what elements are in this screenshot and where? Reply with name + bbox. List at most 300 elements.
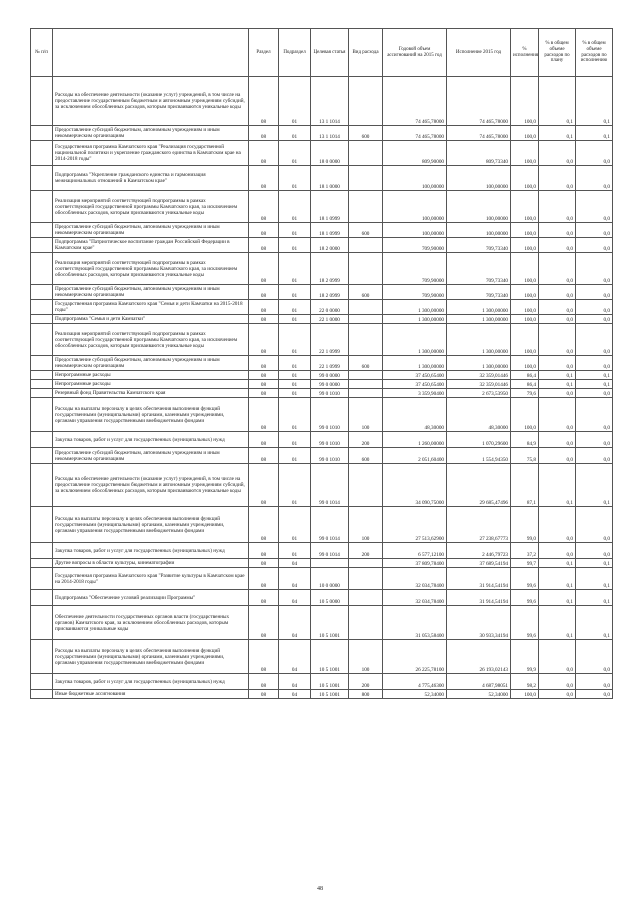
- cell-sec: 08: [249, 398, 279, 432]
- cell-exec: 37 689,54194: [447, 559, 511, 568]
- cell-no: [31, 606, 53, 640]
- cell-sp: 0,0: [539, 674, 576, 690]
- cell-sp: 0,0: [539, 191, 576, 223]
- cell-exec: 709,73340: [447, 238, 511, 253]
- cell-sp: 0,0: [539, 253, 576, 285]
- cell-sec: 08: [249, 432, 279, 448]
- cell-pct: 100,0: [511, 223, 539, 238]
- cell-pct: 99,0: [511, 507, 539, 543]
- cell-plan: 32 034,78400: [383, 568, 447, 590]
- cell-target: 18 0 0000: [311, 141, 349, 166]
- cell-sp: 0,0: [539, 507, 576, 543]
- cell-target: 18 2 0000: [311, 238, 349, 253]
- header-no: № п/п: [31, 29, 53, 77]
- cell-kind: 200: [349, 432, 383, 448]
- cell-plan: 3 359,90400: [383, 389, 447, 398]
- cell-kind: 600: [349, 356, 383, 371]
- budget-table: [30, 28, 613, 699]
- table-row: [31, 77, 613, 126]
- cell-sp: 0,1: [539, 371, 576, 380]
- cell-target: 18 1 0000: [311, 166, 349, 191]
- cell-sub: 01: [279, 324, 311, 356]
- cell-plan: 31 053,58400: [383, 606, 447, 640]
- cell-no: [31, 568, 53, 590]
- cell-sub: 04: [279, 640, 311, 674]
- cell-sp: 0,1: [539, 590, 576, 606]
- cell-name: Закупка товаров, работ и услуг для государственных (муниципальных) нужд: [53, 674, 249, 690]
- cell-sec: 08: [249, 141, 279, 166]
- table-row: [31, 238, 613, 253]
- cell-se: 0,1: [576, 126, 613, 141]
- cell-plan: 100,00000: [383, 191, 447, 223]
- cell-pct: 87,1: [511, 464, 539, 507]
- cell-sp: 0,0: [539, 389, 576, 398]
- cell-exec: 1 300,00000: [447, 324, 511, 356]
- cell-target: 22 1 0999: [311, 324, 349, 356]
- cell-pct: 37,2: [511, 543, 539, 559]
- cell-target: 10 5 1001: [311, 674, 349, 690]
- cell-sec: 08: [249, 285, 279, 300]
- cell-name: Подпрограмма "Патриотическое воспитание граждан Российской Федерации в Камчатском крае": [53, 238, 249, 253]
- cell-name: Расходы на обеспечение деятельности (оказание услуг) учреждений, в том числе на предоставление государственным бюджетным и автономным учреждениям субсидий, за исключением обособленных расходов, которым присваиваются уникальные коды: [53, 77, 249, 126]
- cell-sp: 0,0: [539, 141, 576, 166]
- cell-sp: 0,0: [539, 300, 576, 315]
- cell-target: 10 5 0000: [311, 590, 349, 606]
- cell-no: [31, 285, 53, 300]
- cell-sub: 01: [279, 253, 311, 285]
- cell-sp: 0,0: [539, 543, 576, 559]
- cell-sub: 01: [279, 464, 311, 507]
- cell-sp: 0,1: [539, 568, 576, 590]
- cell-kind: 600: [349, 285, 383, 300]
- cell-sub: 04: [279, 559, 311, 568]
- cell-target: 22 1 0000: [311, 315, 349, 324]
- cell-exec: 29 685,47496: [447, 464, 511, 507]
- cell-sec: 08: [249, 191, 279, 223]
- cell-sub: 01: [279, 223, 311, 238]
- cell-se: 0,0: [576, 432, 613, 448]
- cell-se: 0,0: [576, 223, 613, 238]
- cell-plan: 809,90000: [383, 141, 447, 166]
- cell-kind: [349, 568, 383, 590]
- cell-exec: 100,00000: [447, 166, 511, 191]
- cell-name: Подпрограмма "Семья и дети Камчатки": [53, 315, 249, 324]
- cell-se: 0,0: [576, 690, 613, 699]
- cell-no: [31, 141, 53, 166]
- cell-exec: 74 465,78000: [447, 77, 511, 126]
- cell-sec: 08: [249, 253, 279, 285]
- cell-name: Подпрограмма "Укрепление гражданского единства и гармонизация межнациональных отношений в Камчатском крае": [53, 166, 249, 191]
- cell-kind: [349, 606, 383, 640]
- cell-target: 18 1 0999: [311, 223, 349, 238]
- cell-no: [31, 432, 53, 448]
- cell-plan: 37 450,65400: [383, 380, 447, 389]
- cell-se: 0,1: [576, 371, 613, 380]
- cell-plan: 709,90000: [383, 238, 447, 253]
- cell-target: 18 1 0999: [311, 191, 349, 223]
- cell-kind: 800: [349, 690, 383, 699]
- cell-plan: 709,90000: [383, 285, 447, 300]
- cell-sub: 01: [279, 77, 311, 126]
- cell-sp: 0,0: [539, 238, 576, 253]
- cell-sec: 08: [249, 356, 279, 371]
- cell-kind: [349, 300, 383, 315]
- cell-sp: 0,0: [539, 315, 576, 324]
- cell-se: 0,0: [576, 315, 613, 324]
- cell-sp: 0,0: [539, 448, 576, 464]
- cell-plan: 1 300,00000: [383, 324, 447, 356]
- cell-se: 0,0: [576, 448, 613, 464]
- cell-name: Предоставление субсидий бюджетным, автономным учреждениям и иным некоммерческим организациям: [53, 448, 249, 464]
- cell-target: 99 0 1010: [311, 448, 349, 464]
- cell-kind: [349, 238, 383, 253]
- cell-plan: 32 034,78400: [383, 590, 447, 606]
- cell-kind: 100: [349, 398, 383, 432]
- cell-sec: 08: [249, 674, 279, 690]
- cell-name: Государственная программа Камчатского края "Развитие культуры в Камчатском крае на 2014-2018 годы": [53, 568, 249, 590]
- cell-no: [31, 356, 53, 371]
- cell-sec: 08: [249, 315, 279, 324]
- cell-kind: [349, 371, 383, 380]
- cell-exec: 4 687,98051: [447, 674, 511, 690]
- table-row: [31, 166, 613, 191]
- cell-sec: 08: [249, 568, 279, 590]
- cell-no: [31, 371, 53, 380]
- cell-pct: 86,4: [511, 371, 539, 380]
- cell-target: 22 1 0999: [311, 356, 349, 371]
- cell-plan: 34 090,75000: [383, 464, 447, 507]
- cell-sub: 01: [279, 166, 311, 191]
- cell-name: Предоставление субсидий бюджетным, автономным учреждениям и иным некоммерческим организациям: [53, 126, 249, 141]
- cell-sub: 04: [279, 590, 311, 606]
- cell-target: 10 0 0000: [311, 568, 349, 590]
- cell-se: 0,0: [576, 141, 613, 166]
- cell-se: 0,0: [576, 324, 613, 356]
- cell-target: 10 5 1001: [311, 690, 349, 699]
- cell-pct: 86,4: [511, 380, 539, 389]
- cell-name: Закупка товаров, работ и услуг для государственных (муниципальных) нужд: [53, 543, 249, 559]
- cell-no: [31, 126, 53, 141]
- cell-pct: 79,6: [511, 389, 539, 398]
- cell-name: Расходы на выплаты персоналу в целях обеспечения выполнения функций государственными (муниципальными) органами, казенными учреждениями, органами управления государственными внебюджетными фондами: [53, 398, 249, 432]
- cell-sub: 01: [279, 356, 311, 371]
- table-row: [31, 398, 613, 432]
- cell-sub: 01: [279, 432, 311, 448]
- table-row: [31, 640, 613, 674]
- cell-exec: 48,30000: [447, 398, 511, 432]
- cell-sec: 08: [249, 464, 279, 507]
- cell-sub: 01: [279, 300, 311, 315]
- cell-sub: 01: [279, 141, 311, 166]
- cell-sp: 0,1: [539, 126, 576, 141]
- cell-no: [31, 191, 53, 223]
- cell-exec: 709,73340: [447, 253, 511, 285]
- cell-pct: 99,6: [511, 606, 539, 640]
- table-row: [31, 380, 613, 389]
- cell-se: 0,1: [576, 590, 613, 606]
- cell-sec: 08: [249, 543, 279, 559]
- cell-plan: 709,90000: [383, 253, 447, 285]
- cell-no: [31, 223, 53, 238]
- cell-sub: 01: [279, 389, 311, 398]
- cell-name: Расходы на выплаты персоналу в целях обеспечения выполнения функций государственными (муниципальными) органами, казенными учреждениями, органами управления государственными внебюджетными фондами: [53, 640, 249, 674]
- table-row: [31, 464, 613, 507]
- cell-plan: 26 225,78100: [383, 640, 447, 674]
- header-kind: Вид расхода: [349, 29, 383, 77]
- cell-se: 0,1: [576, 464, 613, 507]
- cell-pct: 99,6: [511, 568, 539, 590]
- cell-sec: 08: [249, 389, 279, 398]
- cell-target: 99 0 0000: [311, 380, 349, 389]
- cell-pct: 100,0: [511, 356, 539, 371]
- cell-se: 0,0: [576, 285, 613, 300]
- cell-sub: 01: [279, 543, 311, 559]
- header-exec: Исполнение 2015 год: [447, 29, 511, 77]
- cell-plan: 1 300,00000: [383, 300, 447, 315]
- cell-name: Государственная программа Камчатского края "Семья и дети Камчатки на 2015-2018 годы": [53, 300, 249, 315]
- cell-se: 0,0: [576, 300, 613, 315]
- cell-sp: 0,1: [539, 77, 576, 126]
- cell-plan: 52,34000: [383, 690, 447, 699]
- cell-target: 99 0 1014: [311, 507, 349, 543]
- cell-name: Непрограммные расходы: [53, 371, 249, 380]
- cell-sp: 0,0: [539, 398, 576, 432]
- cell-sp: 0,0: [539, 432, 576, 448]
- cell-plan: 1 300,00000: [383, 315, 447, 324]
- cell-kind: 200: [349, 674, 383, 690]
- cell-no: [31, 77, 53, 126]
- cell-name: Иные бюджетные ассигнования: [53, 690, 249, 699]
- table-header-row: [31, 29, 613, 77]
- cell-target: 99 0 0000: [311, 371, 349, 380]
- cell-sub: 01: [279, 315, 311, 324]
- cell-no: [31, 640, 53, 674]
- cell-no: [31, 690, 53, 699]
- cell-kind: 600: [349, 448, 383, 464]
- cell-sub: 01: [279, 448, 311, 464]
- cell-se: 0,1: [576, 77, 613, 126]
- cell-se: 0,0: [576, 238, 613, 253]
- cell-sub: 04: [279, 606, 311, 640]
- cell-no: [31, 300, 53, 315]
- cell-sec: 08: [249, 448, 279, 464]
- cell-se: 0,1: [576, 380, 613, 389]
- cell-plan: 1 300,00000: [383, 356, 447, 371]
- cell-plan: 74 465,78000: [383, 77, 447, 126]
- cell-name: Реализация мероприятий соответствующей подпрограммы в рамках соответствующей государственной программы Камчатского края, за исключением обособленных расходов, которым присваиваются уникальные коды: [53, 253, 249, 285]
- cell-sec: 08: [249, 238, 279, 253]
- cell-sub: 01: [279, 238, 311, 253]
- cell-se: 0,0: [576, 191, 613, 223]
- cell-kind: 100: [349, 507, 383, 543]
- table-row: [31, 674, 613, 690]
- cell-kind: [349, 559, 383, 568]
- cell-sec: 08: [249, 77, 279, 126]
- cell-sub: 01: [279, 371, 311, 380]
- cell-target: 99 0 1014: [311, 464, 349, 507]
- cell-target: [311, 559, 349, 568]
- cell-kind: [349, 380, 383, 389]
- table-row: [31, 690, 613, 699]
- cell-sub: 04: [279, 568, 311, 590]
- header-target: Целевая статья: [311, 29, 349, 77]
- cell-sp: 0,0: [539, 324, 576, 356]
- cell-kind: [349, 166, 383, 191]
- cell-exec: 100,00000: [447, 223, 511, 238]
- table-row: [31, 448, 613, 464]
- cell-name: Предоставление субсидий бюджетным, автономным учреждениям и иным некоммерческим организациям: [53, 356, 249, 371]
- cell-pct: 100,0: [511, 126, 539, 141]
- cell-exec: 709,73340: [447, 285, 511, 300]
- table-row: [31, 253, 613, 285]
- cell-se: 0,1: [576, 606, 613, 640]
- cell-target: 99 0 1010: [311, 398, 349, 432]
- cell-pct: 99,9: [511, 640, 539, 674]
- cell-plan: 100,00000: [383, 166, 447, 191]
- cell-no: [31, 559, 53, 568]
- header-pct: % исполнения: [511, 29, 539, 77]
- cell-se: 0,0: [576, 389, 613, 398]
- cell-plan: 48,30000: [383, 398, 447, 432]
- cell-target: 18 2 0999: [311, 285, 349, 300]
- cell-no: [31, 543, 53, 559]
- cell-name: Закупка товаров, работ и услуг для государственных (муниципальных) нужд: [53, 432, 249, 448]
- cell-pct: 99,7: [511, 559, 539, 568]
- cell-exec: 1 300,00000: [447, 315, 511, 324]
- cell-kind: [349, 315, 383, 324]
- cell-plan: 2 051,60400: [383, 448, 447, 464]
- cell-sec: 08: [249, 324, 279, 356]
- cell-no: [31, 674, 53, 690]
- cell-plan: 37 809,78400: [383, 559, 447, 568]
- cell-no: [31, 380, 53, 389]
- cell-pct: 100,0: [511, 77, 539, 126]
- table-row: [31, 559, 613, 568]
- table-row: [31, 285, 613, 300]
- table-row: [31, 568, 613, 590]
- cell-plan: 27 513,62900: [383, 507, 447, 543]
- cell-sec: 08: [249, 590, 279, 606]
- cell-target: 18 2 0999: [311, 253, 349, 285]
- cell-se: 0,0: [576, 253, 613, 285]
- cell-exec: 1 300,00000: [447, 300, 511, 315]
- header-subsection: Подраздел: [279, 29, 311, 77]
- table-row: [31, 324, 613, 356]
- table-row: [31, 223, 613, 238]
- cell-sp: 0,1: [539, 464, 576, 507]
- cell-pct: 100,0: [511, 690, 539, 699]
- table-row: [31, 543, 613, 559]
- cell-exec: 30 933,34194: [447, 606, 511, 640]
- cell-pct: 100,0: [511, 141, 539, 166]
- cell-plan: 37 450,65400: [383, 371, 447, 380]
- cell-pct: 75,8: [511, 448, 539, 464]
- cell-target: 10 5 1001: [311, 606, 349, 640]
- cell-exec: 26 193,02143: [447, 640, 511, 674]
- cell-kind: [349, 253, 383, 285]
- cell-name: Обеспечение деятельности государственных органов власти (государственных органов) Камчатского края, за исключением обособленных расходов, которым присваиваются уникальные коды: [53, 606, 249, 640]
- cell-pct: 100,0: [511, 398, 539, 432]
- cell-se: 0,1: [576, 568, 613, 590]
- cell-pct: 100,0: [511, 300, 539, 315]
- cell-exec: 1 070,29600: [447, 432, 511, 448]
- cell-sp: 0,0: [539, 356, 576, 371]
- cell-se: 0,0: [576, 640, 613, 674]
- cell-sec: 08: [249, 640, 279, 674]
- cell-exec: 32 359,01446: [447, 380, 511, 389]
- cell-exec: 1 554,94350: [447, 448, 511, 464]
- cell-target: 99 0 1010: [311, 432, 349, 448]
- cell-se: 0,1: [576, 559, 613, 568]
- cell-pct: 100,0: [511, 315, 539, 324]
- cell-no: [31, 398, 53, 432]
- cell-plan: 1 260,00000: [383, 432, 447, 448]
- cell-pct: 84,9: [511, 432, 539, 448]
- cell-name: Реализация мероприятий соответствующей подпрограммы в рамках соответствующей государственной программы Камчатского края, за исключением обособленных расходов, которым присваиваются уникальные коды: [53, 191, 249, 223]
- cell-plan: 74 465,78000: [383, 126, 447, 141]
- cell-se: 0,0: [576, 507, 613, 543]
- cell-se: 0,0: [576, 166, 613, 191]
- cell-sec: 08: [249, 559, 279, 568]
- cell-se: 0,0: [576, 543, 613, 559]
- cell-kind: 200: [349, 543, 383, 559]
- cell-se: 0,0: [576, 356, 613, 371]
- cell-pct: 100,0: [511, 253, 539, 285]
- cell-sub: 01: [279, 507, 311, 543]
- cell-pct: 100,0: [511, 285, 539, 300]
- table-body: [31, 77, 613, 699]
- cell-name: Реализация мероприятий соответствующей подпрограммы в рамках соответствующей государственной программы Камчатского края, за исключением обособленных расходов, которым присваиваются уникальные коды: [53, 324, 249, 356]
- cell-name: Подпрограмма "Обеспечение условий реализации Программы": [53, 590, 249, 606]
- cell-pct: 100,0: [511, 166, 539, 191]
- table-row: [31, 371, 613, 380]
- header-share-plan: % в общем объеме расходов по плану: [539, 29, 576, 77]
- cell-name: Расходы на выплаты персоналу в целях обеспечения выполнения функций государственными (муниципальными) органами, казенными учреждениями, органами управления государственными внебюджетными фондами: [53, 507, 249, 543]
- cell-target: 22 0 0000: [311, 300, 349, 315]
- cell-sp: 0,0: [539, 223, 576, 238]
- cell-name: Резервный фонд Правительства Камчатского края: [53, 389, 249, 398]
- cell-sec: 08: [249, 300, 279, 315]
- cell-sub: 01: [279, 191, 311, 223]
- cell-pct: 100,0: [511, 238, 539, 253]
- header-plan: Годовой объем ассигнований на 2015 год: [383, 29, 447, 77]
- budget-table-page: [30, 28, 612, 699]
- table-row: [31, 141, 613, 166]
- cell-sub: 01: [279, 285, 311, 300]
- cell-sp: 0,1: [539, 380, 576, 389]
- table-row: [31, 315, 613, 324]
- cell-no: [31, 253, 53, 285]
- cell-no: [31, 507, 53, 543]
- cell-target: 13 1 1014: [311, 126, 349, 141]
- cell-target: 10 5 1001: [311, 640, 349, 674]
- header-section: Раздел: [249, 29, 279, 77]
- cell-kind: [349, 141, 383, 166]
- cell-name: Непрограммные расходы: [53, 380, 249, 389]
- cell-kind: [349, 590, 383, 606]
- cell-no: [31, 324, 53, 356]
- cell-sec: 08: [249, 166, 279, 191]
- cell-exec: 100,00000: [447, 191, 511, 223]
- cell-se: 0,0: [576, 398, 613, 432]
- cell-sp: 0,0: [539, 166, 576, 191]
- cell-exec: 52,34000: [447, 690, 511, 699]
- table-row: [31, 356, 613, 371]
- cell-exec: 27 238,67773: [447, 507, 511, 543]
- cell-exec: 32 359,01446: [447, 371, 511, 380]
- cell-exec: 31 914,54194: [447, 590, 511, 606]
- cell-sec: 08: [249, 126, 279, 141]
